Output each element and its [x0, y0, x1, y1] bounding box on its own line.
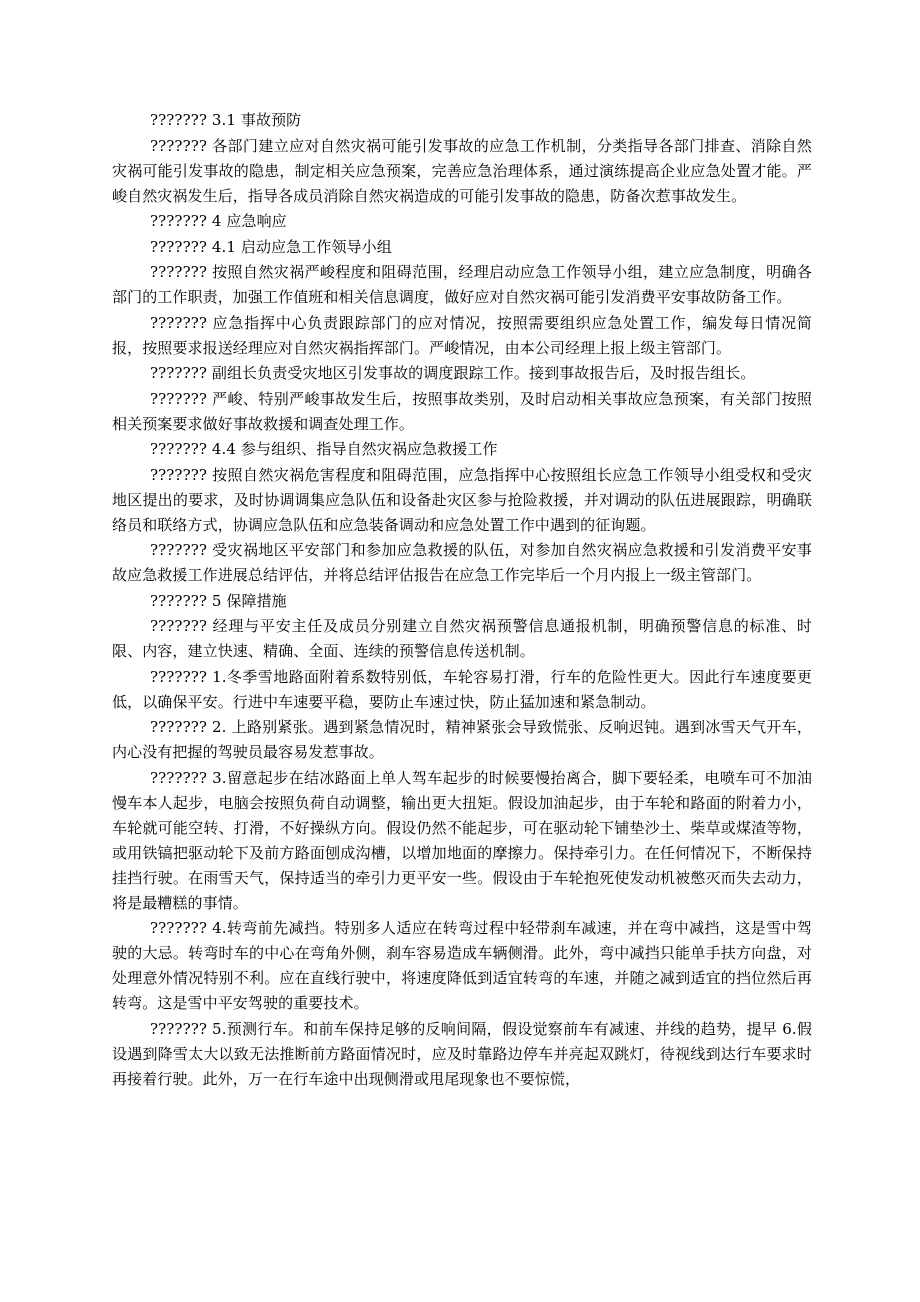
paragraph: ??????? 3.1 事故预防 — [150, 111, 302, 129]
paragraph: ??????? 3.留意起步在结冰路面上单人驾车起步的时候要慢抬离合，脚下要轻柔，电喷车可不加油慢车本人起步，电脑会按照负荷自动调整，输出更大扭矩。假设加油起步，由于车轮和路面的附着力小，车轮就可能空转、打滑，不好操纵方向。假设仍然不能起步，可在驱动轮下铺垫沙土、柴草或煤渣等物，或用铁镐把驱动轮下及前方路面刨成沟槽，以增加地面的摩擦力。保持牵引力。在任何情况下，不断保持挂挡行驶。在雨雪天气，保持适当的牵引力更平安一些。假设由于车轮抱死使发动机被憋灭而失去动力，将是最糟糕的事情。 — [112, 768, 812, 912]
paragraph: ??????? 4.1 启动应急工作领导小组 — [150, 237, 392, 256]
paragraph: ??????? 受灾祸地区平安部门和参加应急救援的队伍，对参加自然灾祸应急救援和引发消费平安事故应急救援工作进展总结评估，并将总结评估报告在应急工作完毕后一个月内报上一级主管部门。 — [112, 541, 812, 584]
paragraph: ??????? 应急指挥中心负责跟踪部门的应对情况，按照需要组织应急处置工作，编发每日情况简报，按照要求报送经理应对自然灾祸指挥部门。严峻情况，由本公司经理上报上级主管部门。 — [112, 313, 812, 357]
paragraph: ??????? 4 应急响应 — [150, 212, 287, 230]
paragraph: ??????? 各部门建立应对自然灾祸可能引发事故的应急工作机制，分类指导各部门排查、消除自然灾祸可能引发事故的隐患，制定相关应急预案，完善应急治理体系，通过演练提高企业应急处置才能。严峻自然灾祸发生后，指导各成员消除自然灾祸造成的可能引发事故的隐患，防备次惹事故发生。 — [112, 136, 812, 205]
paragraph: ??????? 按照自然灾祸危害程度和阻碍范围，应急指挥中心按照组长应急工作领导小组受权和受灾地区提出的要求，及时协调调集应急队伍和设备赴灾区参与抢险救援，并对调动的队伍进展跟踪，明确联络员和联络方式，协调应急队伍和应急装备调动和应急处置工作中遇到的征询题。 — [112, 465, 812, 534]
paragraph: ??????? 经理与平安主任及成员分别建立自然灾祸预警信息通报机制，明确预警信息的标准、时限、内容，建立快速、精确、全面、连续的预警信息传送机制。 — [112, 617, 812, 660]
paragraph: ??????? 2. 上路别紧张。遇到紧急情况时，精神紧张会导致慌张、反响迟钝。遇到冰雪天气开车，内心没有把握的驾驶员最容易发惹事故。 — [112, 718, 812, 761]
paragraph: ??????? 5 保障措施 — [150, 591, 287, 610]
paragraph: ??????? 按照自然灾祸严峻程度和阻碍范围，经理启动应急工作领导小组，建立应急制度，明确各部门的工作职责，加强工作值班和相关信息调度，做好应对自然灾祸可能引发消费平安事故防备工作。 — [112, 263, 812, 306]
paragraph: ??????? 1.冬季雪地路面附着系数特别低，车轮容易打滑，行车的危险性更大。因此行车速度要更低，以确保平安。行进中车速要平稳，要防止车速过快，防止猛加速和紧急制动。 — [112, 667, 812, 711]
paragraph: ??????? 4.4 参与组织、指导自然灾祸应急救援工作 — [150, 440, 498, 458]
document-body — [112, 108, 812, 1092]
paragraph: ??????? 5.预测行车。和前车保持足够的反响间隔，假设觉察前车有减速、并线的趋势，提早 6.假设遇到降雪太大以致无法推断前方路面情况时，应及时靠路边停车并亮起双跳灯，待视线到达行车要求时再接着行驶。此外，万一在行车途中出现侧滑或甩尾现象也不要惊慌， — [112, 1019, 812, 1088]
paragraph: ??????? 严峻、特别严峻事故发生后，按照事故类别，及时启动相关事故应急预案，有关部门按照相关预案要求做好事故救援和调查处理工作。 — [112, 389, 812, 433]
paragraph: ??????? 4.转弯前先减挡。特别多人适应在转弯过程中轻带刹车减速，并在弯中减挡，这是雪中驾驶的大忌。转弯时车的中心在弯角外侧，刹车容易造成车辆侧滑。此外，弯中减挡只能单手扶方向盘，对处理意外情况特别不利。应在直线行驶中，将速度降低到适宜转弯的车速，并随之减到适宜的挡位然后再转弯。这是雪中平安驾驶的重要技术。 — [112, 919, 812, 1012]
paragraph: ??????? 副组长负责受灾地区引发事故的调度跟踪工作。接到事故报告后，及时报告组长。 — [150, 364, 756, 382]
